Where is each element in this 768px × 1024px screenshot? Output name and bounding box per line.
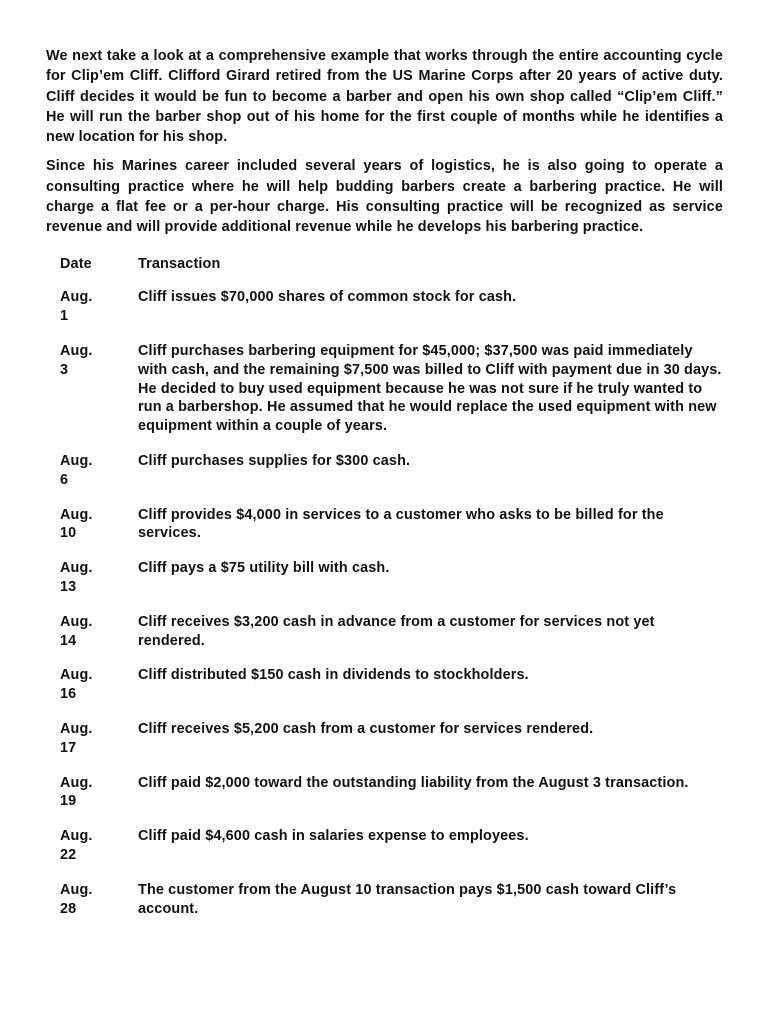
row-transaction: Cliff issues $70,000 shares of common stock for cash. xyxy=(138,289,517,306)
table-row xyxy=(60,666,723,720)
row-date-cell xyxy=(60,452,138,506)
transaction-column-header: Transaction xyxy=(138,255,221,272)
row-date: Aug. 16 xyxy=(60,667,93,703)
row-date-cell xyxy=(60,342,138,452)
table-row xyxy=(60,559,723,613)
row-date: Aug. 28 xyxy=(60,881,93,917)
table-row xyxy=(60,774,723,828)
row-date: Aug. 22 xyxy=(60,828,93,863)
row-transaction: Cliff purchases supplies for $300 cash. xyxy=(138,453,411,470)
row-transaction: Cliff paid $2,000 toward the outstanding liability from the August 3 transaction. xyxy=(138,774,689,791)
row-transaction: Cliff purchases barbering equipment for $45,000; $37,500 was paid immediately with cash, and the remaining $7,500 was billed to Cliff with payment due in 30 days. He decided to buy used equipment because he was not sure if he truly wanted to run a barbershop. He assumed that he would replace the used equipment with new equipment within a couple of years. xyxy=(138,343,722,435)
row-date-cell xyxy=(60,720,138,774)
table-row xyxy=(60,720,723,774)
row-transaction: Cliff provides $4,000 in services to a customer who asks to be billed for the services. xyxy=(138,506,664,542)
row-date: Aug. 10 xyxy=(60,506,93,542)
table-header-row xyxy=(60,255,723,289)
row-date: Aug. 3 xyxy=(60,343,93,378)
row-date-cell xyxy=(60,827,138,881)
row-date-cell xyxy=(60,613,138,667)
row-transaction: The customer from the August 10 transaction pays $1,500 cash toward Cliff’s account. xyxy=(138,881,677,917)
row-transaction: Cliff receives $3,200 cash in advance from a customer for services not yet rendered. xyxy=(138,613,655,649)
row-date: Aug. 1 xyxy=(60,289,93,325)
intro-paragraph-2: Since his Marines career included several years of logistics, he is also going to operate a consulting practice where he will help budding barbers create a barbering practice. He will charge a flat fee or a per-hour charge. His consulting practice will be recognized as service revenue and will provide additional revenue while he develops his barbering practice. xyxy=(46,158,723,236)
row-transaction: Cliff paid $4,600 cash in salaries expense to employees. xyxy=(138,828,529,845)
transactions-table xyxy=(60,255,723,935)
row-date-cell xyxy=(60,881,138,935)
table-row xyxy=(60,342,723,452)
row-date-cell xyxy=(60,506,138,560)
row-transaction: Cliff pays a $75 utility bill with cash. xyxy=(138,560,390,577)
row-transaction: Cliff distributed $150 cash in dividends to stockholders. xyxy=(138,667,529,684)
date-column-header: Date xyxy=(60,255,92,272)
row-date-cell xyxy=(60,774,138,828)
document-page xyxy=(46,46,723,934)
row-date: Aug. 19 xyxy=(60,774,93,810)
row-transaction: Cliff receives $5,200 cash from a customer for services rendered. xyxy=(138,721,594,738)
table-row xyxy=(60,288,723,342)
row-date: Aug. 13 xyxy=(60,560,93,596)
table-row xyxy=(60,506,723,560)
table-row xyxy=(60,613,723,667)
table-row xyxy=(60,452,723,506)
row-date: Aug. 14 xyxy=(60,613,93,649)
row-date-cell xyxy=(60,666,138,720)
table-row xyxy=(60,881,723,935)
row-date: Aug. 17 xyxy=(60,721,93,756)
table-row xyxy=(60,827,723,881)
intro-paragraph-1: We next take a look at a comprehensive example that works through the entire accounting cycle for Clip’em Cliff. Clifford Girard retired from the US Marine Corps after 20 years of active duty. Cliff decides it would be fun to become a barber and open his own shop called “Clip’em Cliff.” He will run the barber shop out of his home for the first couple of months while he identifies a new location for his shop. xyxy=(46,48,723,146)
row-date-cell xyxy=(60,288,138,342)
row-date-cell xyxy=(60,559,138,613)
row-date: Aug. 6 xyxy=(60,453,93,488)
